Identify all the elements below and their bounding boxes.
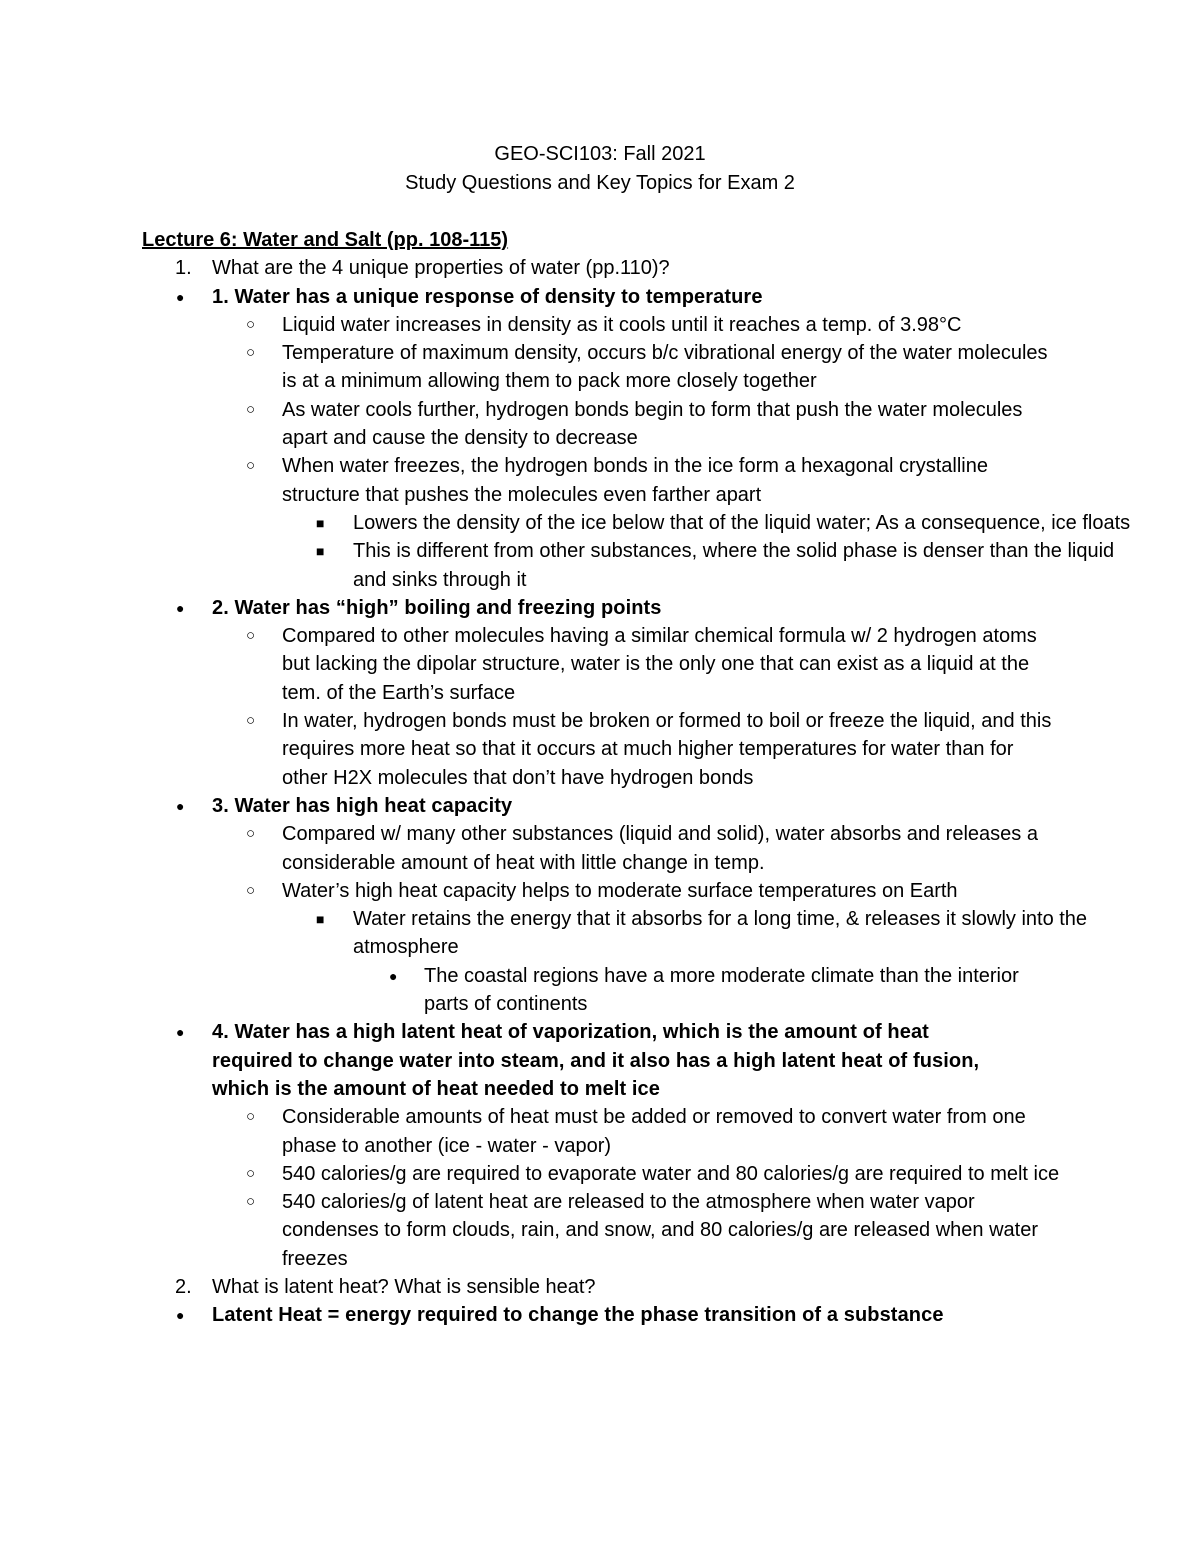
bullet-circle-icon: ○ [246,344,256,362]
property-4 [0,1018,992,1103]
bullet-dot-icon: ● [176,1307,185,1324]
list-item-text: This is different from other substances, where the solid phase is denser than the liquid and sinks through it [353,540,1115,591]
bullet-circle-icon: ○ [246,627,256,645]
bullet-dot-icon: ● [176,797,185,814]
bullet-dot-icon: ● [176,288,185,305]
list-item [0,311,1062,339]
list-item [0,1188,1062,1273]
bullet-circle-icon: ○ [246,825,256,843]
question-text: What is latent heat? What is sensible heat? [212,1275,596,1298]
bullet-circle-icon: ○ [246,1108,256,1126]
bullet-square-icon: ■ [316,911,325,928]
list-item-text: Compared w/ many other substances (liquid and solid), water absorbs and releases a considerable amount of heat with little change in temp. [282,823,1038,874]
list-item [0,339,1062,396]
list-item [0,1160,1062,1188]
list-item-text: In water, hydrogen bonds must be broken or formed to boil or freeze the liquid, and this requires more heat so that it occurs at much higher temperatures for water than for other H2X molecules that don’t have hydrogen bonds [282,710,1052,789]
bullet-dot-icon: ● [389,967,398,984]
list-item [0,905,1133,962]
bullet-circle-icon: ○ [246,315,256,333]
latent-heat-definition [0,1301,992,1329]
document-header [0,140,1200,198]
definition-text: Latent Heat = energy required to change the phase transition of a substance [212,1304,944,1327]
property-text: 3. Water has high heat capacity [212,794,513,817]
bullet-dot-icon: ● [176,1024,185,1041]
bullet-dot-icon: ● [176,599,185,616]
question-number: 2. [175,1275,192,1298]
list-item-text: As water cools further, hydrogen bonds begin to form that push the water molecules apart and cause the density to decrease [282,398,1023,450]
property-text: 2. Water has “high” boiling and freezing points [212,596,662,619]
list-item-text: Compared to other molecules having a similar chemical formula w/ 2 hydrogen atoms but lacking the dipolar structure, water is the only one that can exist as a liquid at the tem. of the Earth’s surface [282,625,1037,704]
property-3 [0,792,992,820]
bullet-circle-icon: ○ [246,457,256,475]
property-text: 1. Water has a unique response of density to temperature [212,285,763,308]
bullet-circle-icon: ○ [246,1164,256,1182]
list-item-text: Lowers the density of the ice below that of the liquid water; As a consequence, ice floats [353,511,1131,534]
list-item [0,877,1062,905]
bullet-circle-icon: ○ [246,881,256,899]
lecture-heading: Lecture 6: Water and Salt (pp. 108-115) [142,229,509,251]
list-item [0,622,1062,707]
list-item [0,1103,1062,1160]
bullet-square-icon: ■ [316,514,325,531]
list-item [0,820,1062,877]
property-1 [0,283,992,311]
list-item [0,707,1062,792]
list-item [0,509,1133,537]
question-number: 1. [175,257,192,280]
list-item-text: 540 calories/g are required to evaporate water and 80 calories/g are required to melt ice [282,1162,1060,1185]
list-item-text: The coastal regions have a more moderate climate than the interior parts of continents [424,964,1019,1016]
list-item [0,962,1064,1019]
list-item-text: Water retains the energy that it absorbs for a long time, & releases it slowly into the atmosphere [353,908,1088,959]
document-body [0,226,1200,1330]
list-item-text: 540 calories/g of latent heat are released to the atmosphere when water vapor condenses to form clouds, rain, and snow, and 80 calories/g are released when water freezes [282,1191,1038,1270]
bullet-circle-icon: ○ [246,400,256,418]
question-2 [0,1273,992,1301]
list-item-text: Water’s high heat capacity helps to moderate surface temperatures on Earth [282,879,958,902]
question-1 [0,254,992,282]
list-item [0,452,1062,509]
property-text: 4. Water has a high latent heat of vaporization, which is the amount of heat required to change water into steam, and it also has a high latent heat of fusion, which is the amount of heat needed to melt ice [212,1021,980,1100]
list-item-text: When water freezes, the hydrogen bonds in the ice form a hexagonal crystalline structure that pushes the molecules even farther apart [282,455,988,506]
question-text: What are the 4 unique properties of water (pp.110)? [212,257,670,280]
bullet-circle-icon: ○ [246,1193,256,1211]
bullet-square-icon: ■ [316,543,325,560]
list-item [0,537,1133,594]
property-2 [0,594,992,622]
bullet-circle-icon: ○ [246,712,256,730]
list-item-text: Considerable amounts of heat must be added or removed to convert water from one phase to another (ice - water - vapor) [282,1106,1026,1157]
list-item [0,396,1062,453]
list-item-text: Temperature of maximum density, occurs b/c vibrational energy of the water molecules is at a minimum allowing them to pack more closely together [282,342,1048,393]
course-title: GEO-SCI103: Fall 2021 [494,143,706,165]
list-item-text: Liquid water increases in density as it cools until it reaches a temp. of 3.98°C [282,313,962,336]
document-subtitle: Study Questions and Key Topics for Exam 2 [405,172,795,194]
